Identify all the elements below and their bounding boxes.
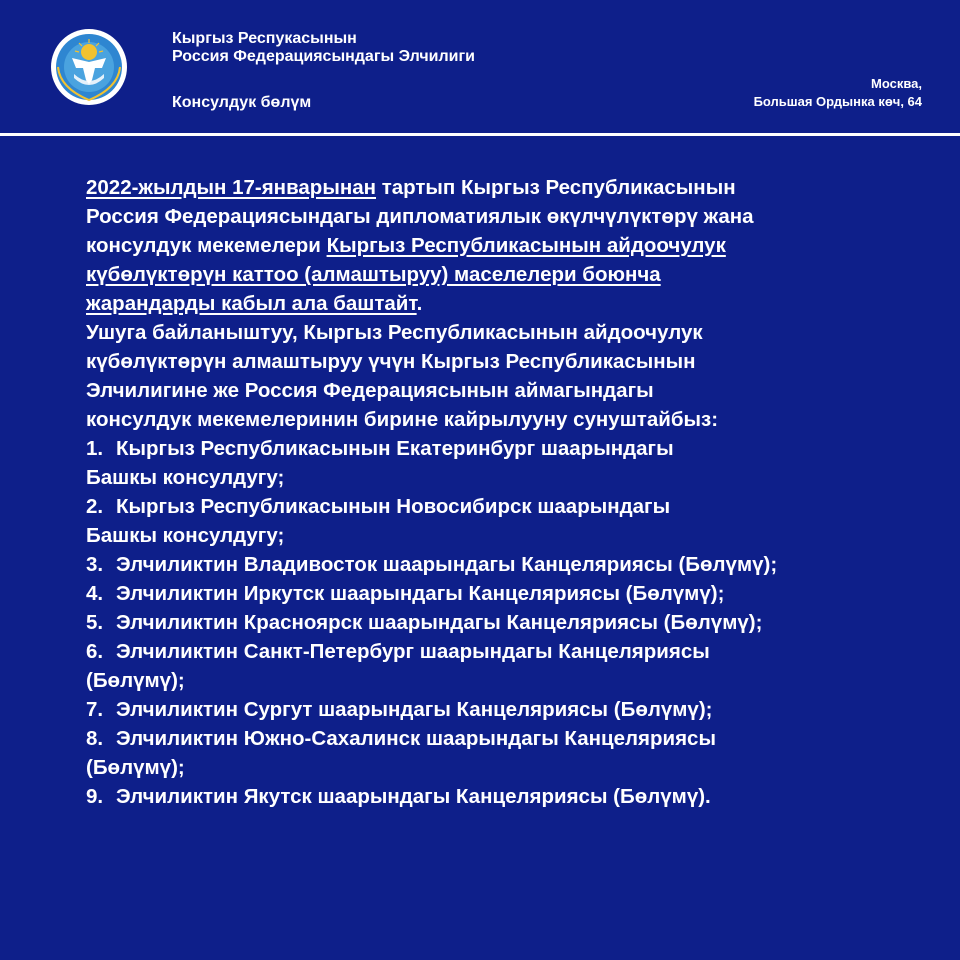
text-line: Россия Федерациясындагы дипломатиялык өкүлчүлүктөрү жана bbox=[86, 205, 754, 228]
embassy-name-line1: Кыргыз Респукасынын bbox=[172, 30, 357, 47]
list-item: 8. Элчиликтин Южно-Сахалинск шаарындагы Канцеляриясы bbox=[86, 727, 716, 750]
list-item: 3. Элчиликтин Владивосток шаарындагы Канцеляриясы (Бөлүмү); bbox=[86, 553, 778, 576]
text-line: күбөлүктөрүн алмаштыруу үчүн Кыргыз Республикасынын bbox=[86, 350, 696, 373]
text-line: Элчилигине же Россия Федерациясынын аймагындагы bbox=[86, 379, 654, 402]
department-name: Консулдук бөлүм bbox=[172, 94, 312, 111]
date-highlight: 2022-жылдын 17-январынан bbox=[86, 176, 376, 199]
city: Москва, bbox=[871, 76, 922, 91]
text-line: консулдук мекемелери Кыргыз Республикасынын айдоочулук bbox=[86, 234, 726, 257]
text-line: Ушуга байланыштуу, Кыргыз Республикасынын айдоочулук bbox=[86, 321, 703, 344]
list-item: 4. Элчиликтин Иркутск шаарындагы Канцеляриясы (Бөлүмү); bbox=[86, 582, 725, 605]
embassy-name-line2: Россия Федерациясындагы Элчилиги bbox=[172, 48, 475, 65]
underlined-phrase: Кыргыз Республикасынын айдоочулук bbox=[326, 234, 726, 257]
text-line bbox=[86, 260, 946, 289]
list-item-continuation: Башкы консулдугу; bbox=[86, 524, 285, 547]
header bbox=[0, 0, 960, 135]
list-item: 9. Элчиликтин Якутск шаарындагы Канцеляриясы (Бөлүмү). bbox=[86, 785, 711, 808]
text-line: 2022-жылдын 17-январынан тартып Кыргыз Республикасынын bbox=[86, 176, 736, 199]
list-item-continuation: (Бөлүмү); bbox=[86, 756, 185, 779]
list-item: 7. Элчиликтин Сургут шаарындагы Канцеляриясы (Бөлүмү); bbox=[86, 698, 713, 721]
list-item: 2. Кыргыз Республикасынын Новосибирск шаарындагы bbox=[86, 495, 671, 518]
underlined-phrase: жарандарды кабыл ала баштайт bbox=[86, 292, 417, 315]
text-line: консулдук мекемелеринин бирине кайрылууну сунуштайбыз: bbox=[86, 408, 719, 431]
list-item: 5. Элчиликтин Красноярск шаарындагы Канцеляриясы (Бөлүмү); bbox=[86, 611, 763, 634]
header-divider bbox=[0, 133, 960, 136]
underlined-phrase: күбөлүктөрүн каттоо (алмаштыруу) маселелери боюнча bbox=[86, 263, 661, 286]
list-item-continuation: (Бөлүмү); bbox=[86, 669, 185, 692]
list-item-continuation: Башкы консулдугу; bbox=[86, 466, 285, 489]
address: Большая Ордынка көч, 64 bbox=[753, 94, 922, 109]
announcement-text bbox=[86, 173, 946, 811]
list-item: 1. Кыргыз Республикасынын Екатеринбург шаарындагы bbox=[86, 437, 674, 460]
kyrgyz-emblem-icon bbox=[50, 28, 128, 106]
list-item: 6. Элчиликтин Санкт-Петербург шаарындагы Канцеляриясы bbox=[86, 640, 710, 663]
text-line: жарандарды кабыл ала баштайт. bbox=[86, 292, 423, 315]
